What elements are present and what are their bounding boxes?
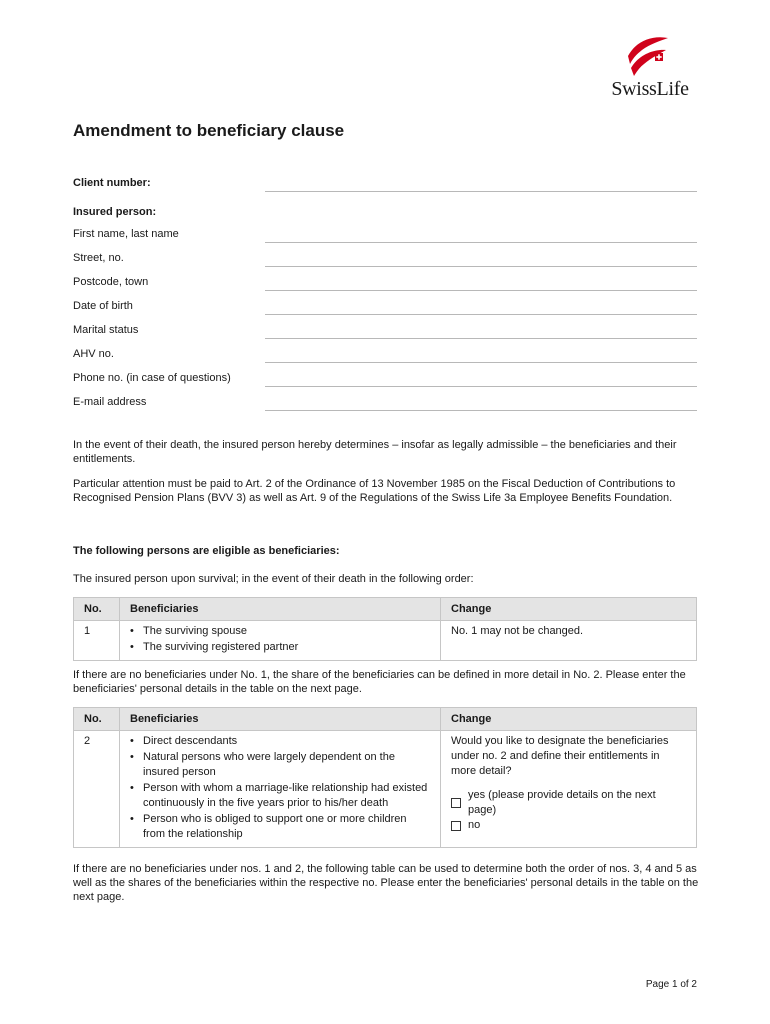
- field-label-street: Street, no.: [73, 252, 124, 264]
- intro-paragraph-1: In the event of their death, the insured person hereby determines – insofar as legally admissible – the beneficiaries and their entitlements.: [73, 439, 677, 465]
- page-title: Amendment to beneficiary clause: [73, 121, 345, 140]
- yes-checkbox[interactable]: [451, 798, 461, 808]
- field-label-phone: Phone no. (in case of questions): [73, 372, 231, 384]
- swisslife-logo-icon: [624, 34, 670, 78]
- email-field[interactable]: [265, 410, 697, 411]
- phone-field[interactable]: [265, 386, 697, 387]
- closing-text: If there are no beneficiaries under nos. 1 and 2, the following table can be used to determine both the order of nos. 3, 4 and 5 as well as the shares of the beneficiaries within the respective no. Please enter the beneficiaries' personal details in the table on the next page.: [73, 863, 699, 903]
- change-note: No. 1 may not be changed.: [441, 621, 697, 661]
- option-yes[interactable]: [451, 788, 686, 818]
- list-item: • The surviving spouse: [130, 624, 430, 639]
- field-label-name: First name, last name: [73, 228, 179, 240]
- header-change: Change: [441, 598, 697, 621]
- client-number-label: Client number:: [73, 177, 151, 189]
- field-label-ahv: AHV no.: [73, 348, 114, 360]
- name-field[interactable]: [265, 242, 697, 243]
- list-item: • Direct descendants: [130, 734, 430, 749]
- postcode-field[interactable]: [265, 290, 697, 291]
- logo-wordmark: SwissLife: [611, 78, 689, 100]
- header-beneficiaries: Beneficiaries: [120, 598, 441, 621]
- header-beneficiaries: Beneficiaries: [120, 708, 441, 731]
- table-header-row: [74, 708, 697, 731]
- field-label-email: E-mail address: [73, 396, 147, 408]
- beneficiary-table-1: [73, 597, 697, 661]
- table-row: [74, 731, 697, 848]
- dob-field[interactable]: [265, 314, 697, 315]
- header-no: No.: [74, 708, 120, 731]
- street-field[interactable]: [265, 266, 697, 267]
- beneficiary-list: [130, 734, 430, 842]
- eligible-heading: The following persons are eligible as beneficiaries:: [73, 545, 340, 557]
- list-item: • Natural persons who were largely dependent on the insured person: [130, 750, 430, 780]
- swisslife-logo: [600, 34, 700, 100]
- field-label-marital: Marital status: [73, 324, 139, 336]
- list-item: • Person with whom a marriage-like relationship had existed continuously in the five years prior to his/her death: [130, 781, 430, 811]
- insured-person-label: Insured person:: [73, 206, 157, 218]
- option-yes-label: yes (please provide details on the next page): [468, 789, 656, 816]
- list-item: • The surviving registered partner: [130, 640, 430, 655]
- between-text: If there are no beneficiaries under No. 1, the share of the beneficiaries can be defined in more detail in No. 2. Please enter the beneficiaries' personal details in the table on the next page.: [73, 669, 686, 695]
- field-label-postcode: Postcode, town: [73, 276, 149, 288]
- beneficiary-list-cell: [120, 731, 441, 848]
- order-text: The insured person upon survival; in the event of their death in the following order:: [73, 573, 474, 585]
- table-header-row: [74, 598, 697, 621]
- field-label-dob: Date of birth: [73, 300, 133, 312]
- header-change: Change: [441, 708, 697, 731]
- marital-status-field[interactable]: [265, 338, 697, 339]
- table-row: [74, 621, 697, 661]
- client-number-field[interactable]: [265, 191, 697, 192]
- header-no: No.: [74, 598, 120, 621]
- list-item: • Person who is obliged to support one or more children from the relationship: [130, 812, 430, 842]
- beneficiary-list-cell: [120, 621, 441, 661]
- no-checkbox[interactable]: [451, 821, 461, 831]
- designate-question: Would you like to designate the beneficiaries under no. 2 and define their entitlements in more detail?: [451, 735, 669, 777]
- row-number: 1: [74, 621, 120, 661]
- beneficiary-table-2: [73, 707, 697, 848]
- ahv-field[interactable]: [265, 362, 697, 363]
- option-no-label: no: [468, 819, 481, 831]
- intro-paragraph-2: Particular attention must be paid to Art. 2 of the Ordinance of 13 November 1985 on the Fiscal Deduction of Contributions to Recognised Pension Plans (BVV 3) as well as Art. 9 of the Regulations of the Swiss Life 3a Employee Benefits Foundation.: [73, 478, 676, 504]
- change-cell: [441, 731, 697, 848]
- option-no[interactable]: [451, 818, 686, 833]
- beneficiary-list: [130, 624, 430, 655]
- page-number: Page 1 of 2: [645, 979, 697, 990]
- row-number: 2: [74, 731, 120, 848]
